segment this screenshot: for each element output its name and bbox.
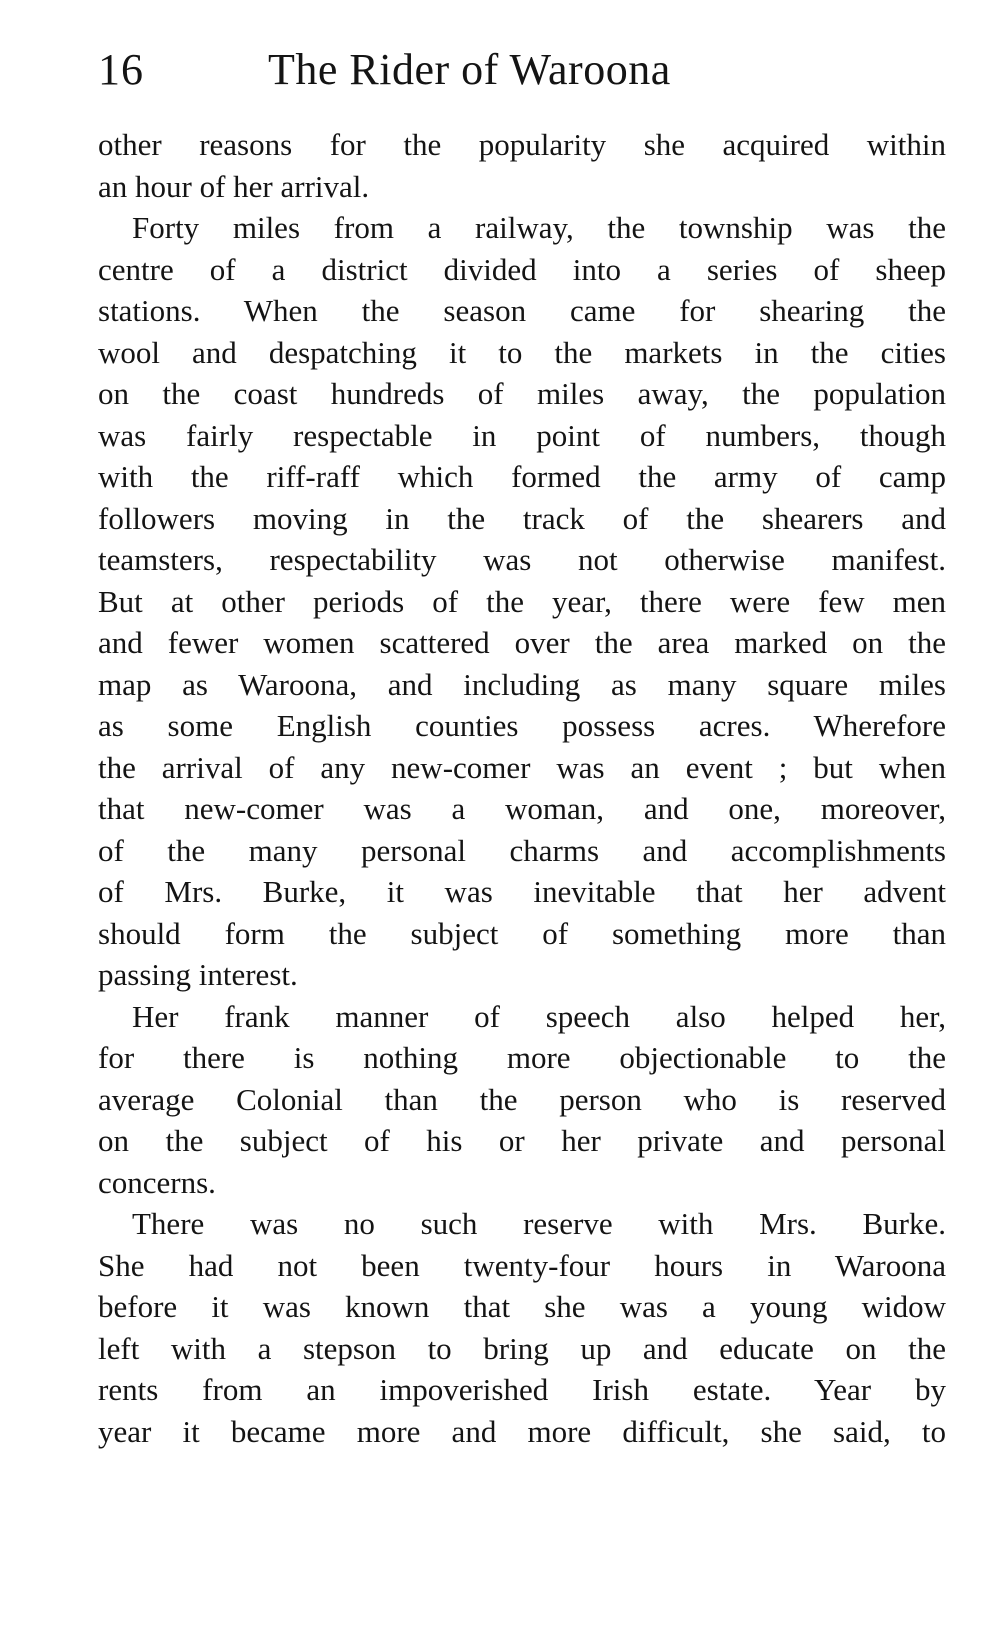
- paragraph: [98, 1203, 946, 1452]
- text-line: Forty miles from a railway, the township was the: [132, 210, 946, 245]
- text-line: that new-comer was a woman, and one, moreover,: [98, 791, 946, 826]
- text-line: wool and despatching it to the markets in the cities: [98, 334, 946, 370]
- text-line: other reasons for the popularity she acquired within: [98, 127, 946, 162]
- text-line: There was no such reserve with Mrs. Burke.: [132, 1206, 946, 1241]
- page-number: 16: [98, 45, 144, 94]
- text-line: should form the subject of something more than: [98, 915, 946, 951]
- text-line: map as Waroona, and including as many square miles: [98, 666, 946, 702]
- text-line: on the coast hundreds of miles away, the population: [98, 376, 946, 411]
- text-line: for there is nothing more objectionable to the: [98, 1040, 946, 1075]
- text-line: passing interest.: [98, 957, 298, 992]
- text-line: centre of a district divided into a series of sheep: [98, 251, 946, 287]
- text-line: of the many personal charms and accomplishments: [98, 832, 946, 868]
- text-line: teamsters, respectability was not otherwise manifest.: [98, 542, 946, 577]
- text-line: stations. When the season came for shearing the: [98, 293, 946, 328]
- text-line: an hour of her arrival.: [98, 168, 370, 204]
- text-line: left with a stepson to bring up and educate on the: [98, 1330, 946, 1366]
- text-line: average Colonial than the person who is reserved: [98, 1081, 946, 1117]
- paragraph: [98, 996, 946, 1204]
- text-line: before it was known that she was a young widow: [98, 1289, 946, 1324]
- text-line: concerns.: [98, 1164, 216, 1200]
- text-line: But at other periods of the year, there were few men: [98, 583, 946, 619]
- text-line: the arrival of any new-comer was an event ; but when: [98, 749, 946, 785]
- text-line: as some English counties possess acres. Wherefore: [98, 708, 946, 743]
- text-line: of Mrs. Burke, it was inevitable that her advent: [98, 874, 946, 909]
- paragraph: [98, 124, 946, 207]
- text-line: Her frank manner of speech also helped her,: [132, 998, 946, 1034]
- book-page: [98, 38, 946, 1452]
- text-line: She had not been twenty-four hours in Waroona: [98, 1247, 946, 1283]
- text-line: was fairly respectable in point of numbers, though: [98, 417, 946, 453]
- paragraph: [98, 207, 946, 996]
- text-line: and fewer women scattered over the area marked on the: [98, 625, 946, 660]
- text-line: year it became more and more difficult, she said, to: [98, 1413, 946, 1449]
- text-line: with the riff-raff which formed the army of camp: [98, 459, 946, 494]
- text-line: on the subject of his or her private and personal: [98, 1123, 946, 1158]
- text-line: rents from an impoverished Irish estate. Year by: [98, 1372, 946, 1407]
- body-text: [98, 124, 946, 1452]
- book-title: The Rider of Waroona: [268, 45, 671, 94]
- text-line: followers moving in the track of the shearers and: [98, 500, 946, 536]
- running-head: [98, 38, 946, 102]
